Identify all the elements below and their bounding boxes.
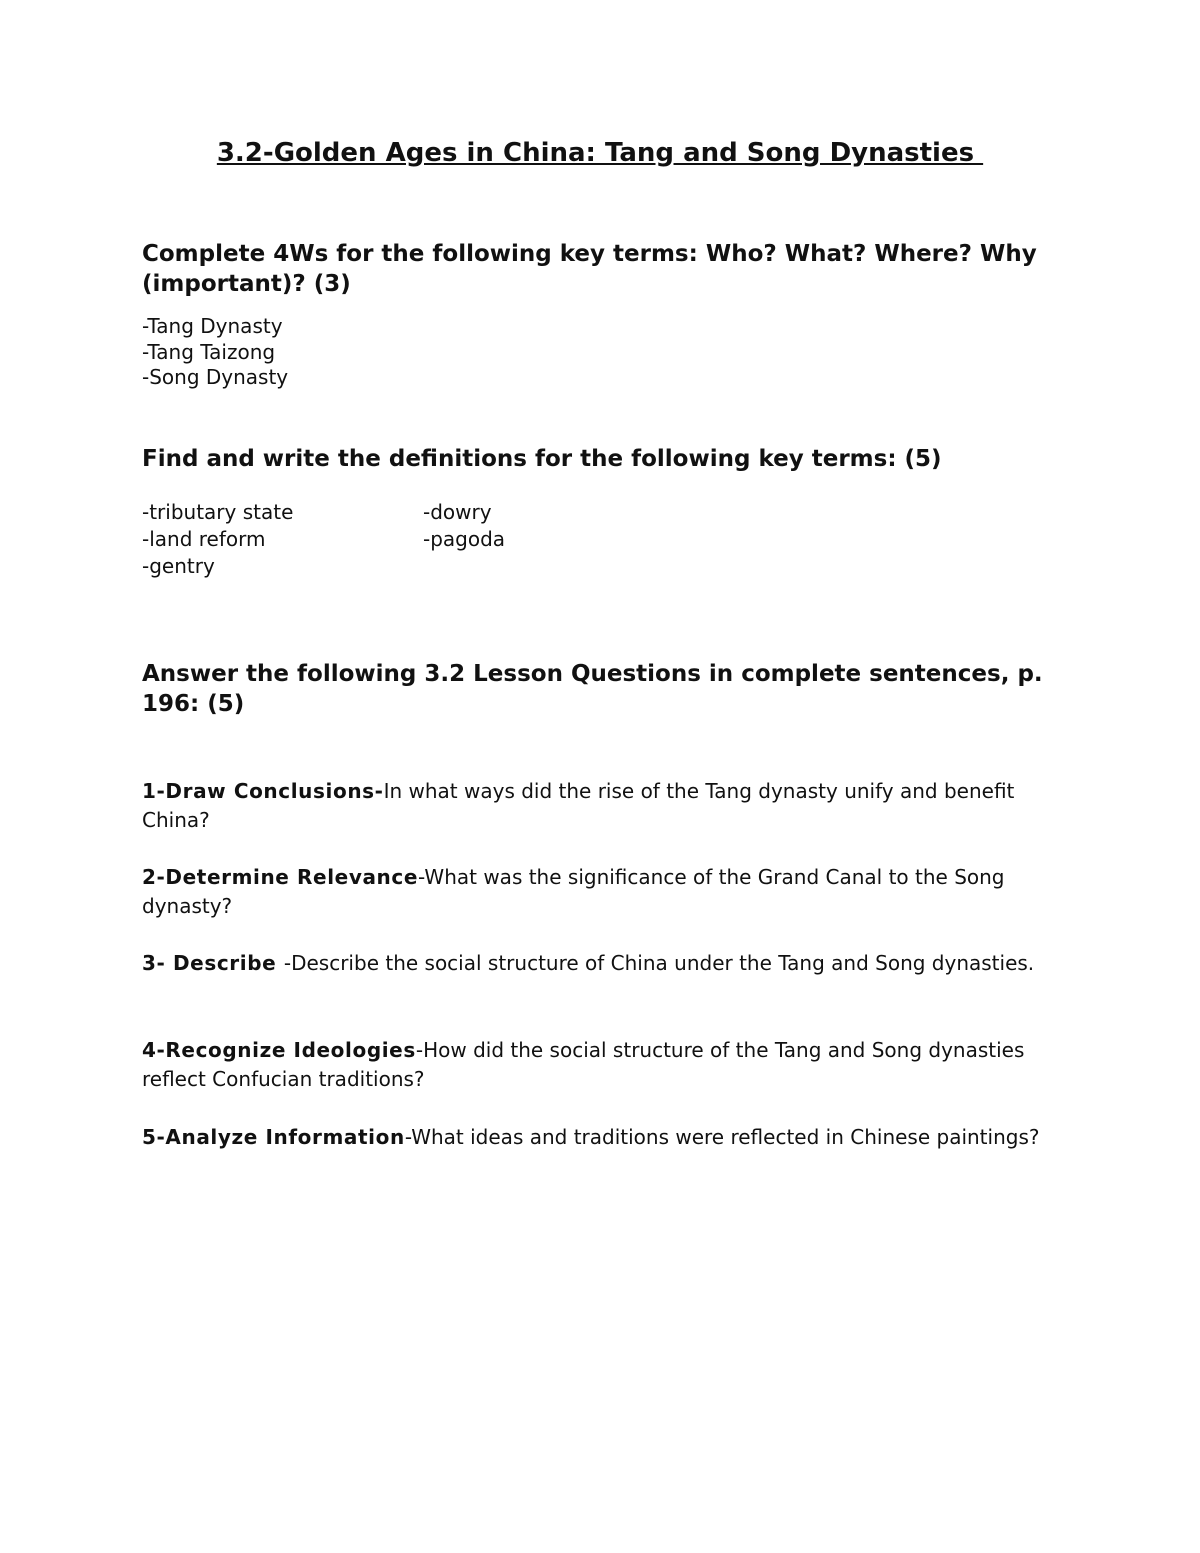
page-title: 3.2-Golden Ages in China: Tang and Song Dynasties [216, 138, 984, 168]
question-text: -How did the social structure of the Tang and Song dynasties reflect Confucian traditions? [142, 1038, 1025, 1091]
term-item: -Tang Taizong [142, 339, 276, 364]
definitions-column-left [142, 499, 293, 580]
question-text: In what ways did the rise of the Tang dynasty unify and benefit China? [142, 779, 1015, 832]
term-item: -Tang Dynasty [142, 314, 283, 338]
question-5 [142, 1123, 1072, 1152]
definition-term: -dowry [423, 500, 492, 524]
question-4 [142, 1036, 1072, 1094]
section-questions-heading: Answer the following 3.2 Lesson Questions in complete sentences, p. 196: (5) [142, 661, 1043, 717]
question-1 [142, 777, 1072, 835]
question-label: 2-Determine Relevance [142, 865, 419, 889]
question-3 [142, 949, 1072, 978]
question-text: -What ideas and traditions were reflected in Chinese paintings? [404, 1125, 1040, 1149]
section-definitions-heading: Find and write the definitions for the following key terms: (5) [142, 446, 942, 472]
definition-term: -pagoda [423, 527, 506, 551]
question-label: 5-Analyze Information [142, 1125, 405, 1149]
section-4ws-heading: Complete 4Ws for the following key terms: Who? What? Where? Why (important)? (3) [142, 241, 1037, 297]
definition-term: -gentry [142, 554, 215, 578]
question-label: 3- Describe [142, 951, 284, 975]
definition-term: -land reform [142, 527, 266, 551]
term-item: -Song Dynasty [142, 365, 289, 389]
definitions-column-right [423, 499, 505, 553]
question-text: -Describe the social structure of China under the Tang and Song dynasties. [283, 951, 1035, 975]
definition-term: -tributary state [142, 500, 294, 524]
question-2 [142, 863, 1072, 921]
question-text: -What was the significance of the Grand Canal to the Song dynasty? [142, 865, 1005, 918]
question-label: 1-Draw Conclusions- [142, 779, 384, 803]
section-4ws-terms [142, 314, 288, 391]
question-label: 4-Recognize Ideologies [142, 1038, 416, 1062]
